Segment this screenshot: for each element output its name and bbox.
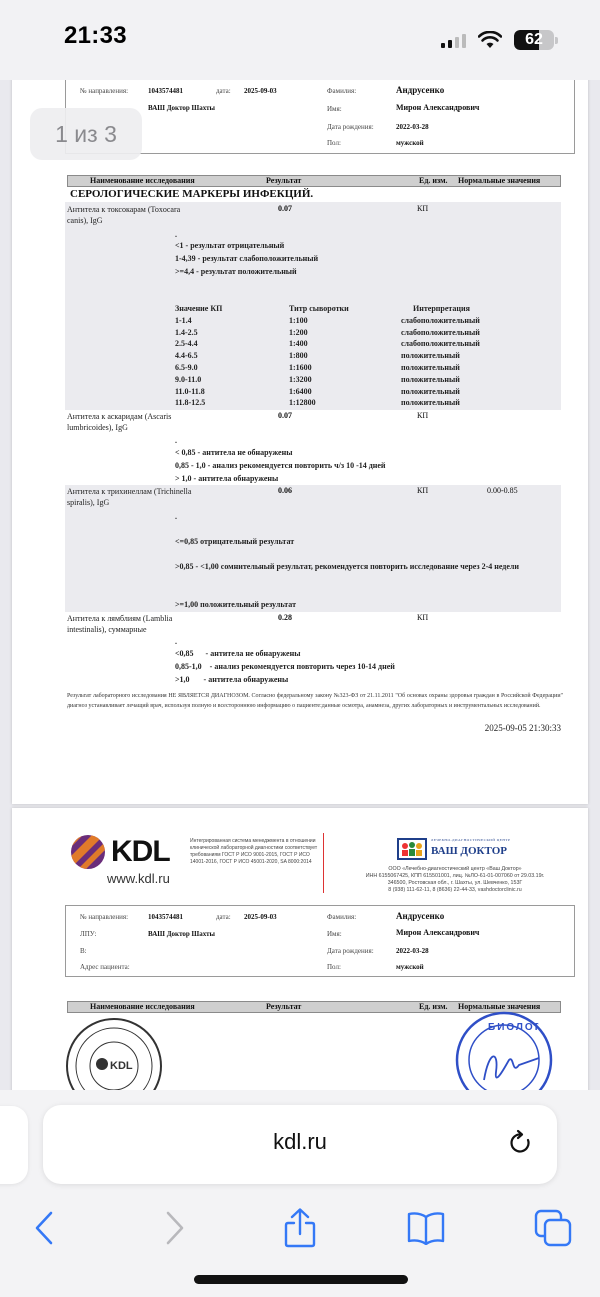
referral-label: № направления: [80,87,129,95]
kp-cell: положительный [401,374,460,384]
address-bar[interactable] [43,1105,557,1184]
sex-value: мужской [396,963,424,971]
report-timestamp: 2025-09-05 21:30:33 [484,723,561,733]
previous-tab-preview[interactable] [0,1106,28,1184]
surname-label: Фамилия: [327,87,357,95]
share-button[interactable] [280,1208,320,1248]
dob-label: Дата рождения: [327,123,374,131]
test-result: 0.07 [278,204,292,213]
kp-cell: 1:200 [289,327,308,337]
kp-cell: 1.4-2.5 [175,327,198,337]
referral-value: 1043574481 [148,87,183,95]
dob-label: Дата рождения: [327,947,374,955]
test-unit: КП [417,411,429,420]
kp-cell: 1:400 [289,339,308,349]
v-label: В: [80,947,87,955]
note-line: <=0,85 отрицательный результат [175,537,295,546]
kp-cell: 1:3200 [289,374,312,384]
battery-icon [514,30,554,50]
kp-cell: 1:800 [289,351,308,361]
kp-cell: положительный [401,363,460,372]
kdl-url: www.kdl.ru [107,871,170,886]
section-title: СЕРОЛОГИЧЕСКИЕ МАРКЕРЫ ИНФЕКЦИЙ. [70,188,314,200]
reload-icon[interactable] [507,1129,535,1157]
share-icon [284,1208,316,1248]
kp-cell: слабоположительный [401,339,480,349]
kp-cell: положительный [401,386,460,396]
lpu-value: ВАШ Доктор Шахты [148,930,215,938]
kp-header-cell: Интерпретация [413,304,470,313]
col-result-header: Результат [266,176,302,185]
cellular-signal-icon [441,32,466,48]
kp-cell: 6.5-9.0 [175,363,198,372]
dob-value: 2022-03-28 [396,123,429,131]
kp-cell: 1:1600 [289,363,312,372]
surname-label: Фамилия: [327,913,357,921]
test-unit: КП [417,204,429,213]
date-label: дата: [216,87,231,95]
stamp-left-text: KDL [110,1060,133,1072]
kp-cell: 1:100 [289,315,308,325]
note-line: 0,85 - 1,0 - анализ рекомендуется повторить ч/з 10 -14 дней [175,461,386,470]
kp-cell: 2.5-4.4 [175,339,198,349]
test-result: 0.07 [278,411,292,420]
date-value: 2025-09-03 [244,913,277,921]
status-bar [0,0,600,80]
tabs-button[interactable] [533,1208,573,1248]
kp-cell: положительный [401,351,460,361]
kp-cell: 1:6400 [289,386,312,396]
note-line: 0,85-1,0 - анализ рекомендуется повторить через 10-14 дней [175,662,395,671]
col-norm-header: Нормальные значения [458,176,541,185]
kp-cell: 9.0-11.0 [175,374,202,384]
results-table-header [67,1001,561,1013]
wifi-icon [478,31,502,49]
battery-percent: 62 [525,31,543,48]
kp-cell: 11.0-11.8 [175,386,205,396]
test-unit: КП [417,486,429,495]
page-counter: 1 из 3 [30,108,142,160]
dob-value: 2022-03-28 [396,947,429,955]
kdl-logo-text: KDL [111,835,170,868]
name-value: Мирон Александрович [396,103,480,112]
status-icons [441,30,558,50]
kp-cell: 1-1.4 [175,315,192,325]
kp-cell: 1:12800 [289,398,316,408]
sex-label: Пол: [327,963,341,971]
col-norm-header: Нормальные значения [458,1002,541,1011]
date-label: дата: [216,913,231,921]
kp-header-cell: Титр сыворотки [289,304,349,313]
surname-value: Андрусенко [396,911,445,921]
kdl-certification-text: Интегрированная система менеджмента в отношении клинической лабораторной диагностики соответствует требованиям ГОСТ Р ИСО 9001-2015, ГОСТ Р ИСО 14001-2016, ГОСТ Р ИСО 45001-2020, SA 8000:2014 [190,838,318,865]
pdf-viewer[interactable] [0,70,600,1110]
vash-doktor-logo-icon [397,838,427,860]
header-divider [323,833,324,893]
col-name-header: Наименование исследования [90,176,195,185]
col-unit-header: Ед. изм. [419,1002,448,1011]
forward-button[interactable] [155,1208,195,1248]
note-line: <0,85 - антитела не обнаружены [175,649,301,658]
note-line: >=1,00 положительный результат [175,600,296,609]
bookmarks-button[interactable] [406,1208,446,1248]
address-label: Адрес пациента: [80,963,130,971]
note-line: 1-4,39 - результат слабоположительный [175,254,319,263]
pdf-page-1 [12,70,588,804]
sex-value: мужской [396,139,424,147]
note-line: < 0,85 - антитела не обнаружены [175,448,293,457]
note-line: >1,0 - антитела обнаружены [175,675,289,684]
surname-value: Андрусенко [396,85,445,95]
partner-name: ВАШ ДОКТОР [431,845,507,857]
test-name: Антитела к лямблиям (Lamblia intestinalis), суммарные [67,614,173,634]
note-line: >=4,4 - результат положительный [175,267,297,276]
note-line: >0,85 - <1,00 сомнительный результат, рекомендуется повторить исследование через 2-4 недели [175,562,519,571]
name-label: Имя: [327,930,342,938]
col-unit-header: Ед. изм. [419,176,448,185]
pdf-page-2 [12,808,588,1110]
partner-info: ООО «Лечебно-диагностический центр «Ваш Доктор» ИНН 6155067425, КПП 615501001, лиц. №ЛО-61-01-007060 от 29.03.19г. 346500, Ростовская обл., г. Шахты, ул. Шевченко, 153Г 8 (938) 111-62-11, 8 (8636) 22-44-33, vashdoctorclinic.ru [365,866,545,893]
home-indicator[interactable] [194,1275,408,1284]
kp-cell: слабоположительный [401,327,480,337]
test-name: Антитела к аскаридам (Ascaris lumbricoides), IgG [67,412,172,432]
results-table-header [67,175,561,187]
name-value: Мирон Александрович [396,928,480,937]
lpu-label: ЛПУ: [80,930,97,938]
stamp-right-text: БИОЛОГ [488,1022,543,1033]
note-line: . [175,230,177,239]
name-label: Имя: [327,105,342,113]
note-line: . [175,637,177,646]
test-unit: КП [417,613,429,622]
chevron-left-icon [34,1211,54,1245]
chevron-right-icon [165,1211,185,1245]
note-line: > 1,0 - антитела обнаружены [175,474,279,483]
partner-subtitle: ЛЕЧЕБНО-ДИАГНОСТИЧЕСКИЙ ЦЕНТР [431,838,511,842]
clinic-value: ВАШ Доктор Шахты [148,104,215,112]
test-result: 0.06 [278,486,292,495]
tabs-icon [534,1209,572,1247]
battery-tip [555,37,558,44]
status-time: 21:33 [64,22,127,49]
kp-cell: 11.8-12.5 [175,398,206,408]
sex-label: Пол: [327,139,341,147]
kp-header-cell: Значение КП [175,304,223,313]
note-line: <1 - результат отрицательный [175,241,285,250]
kdl-logo [67,833,187,893]
kdl-logo-icon [69,833,107,871]
note-line: . [175,436,177,445]
browser-bottom-bar [0,1090,600,1297]
vash-doktor-logo [397,838,517,862]
test-name: Антитела к токсокарам (Toxocara canis), IgG [67,205,181,225]
referral-value: 1043574481 [148,913,183,921]
book-icon [406,1211,446,1245]
col-result-header: Результат [266,1002,302,1011]
referral-label: № направления: [80,913,129,921]
patient-info-box [65,905,575,977]
test-result: 0.28 [278,613,292,622]
url-text[interactable]: kdl.ru [273,1129,327,1154]
disclaimer-text: Результат лабораторного исследования НЕ ЯВЛЯЕТСЯ ДИАГНОЗОМ. Согласно федеральному закону №323-ФЗ от 21.11.2011 "Об основах охраны здоровья граждан в Российской Федерации" диагноз устанавливает лечащий врач, используя полную и всестороннюю информацию о пациенте:данные осмотра, анамнеза, других лабораторных и инструментальных исследований. [67,693,563,709]
test-norm: 0.00-0.85 [487,486,518,495]
back-button[interactable] [24,1208,64,1248]
test-name: Антитела к трихинеллам (Trichinella spiralis), IgG [67,487,192,507]
kp-cell: 4.4-6.5 [175,351,198,361]
note-line: . [175,512,177,521]
col-name-header: Наименование исследования [90,1002,195,1011]
kp-cell: положительный [401,398,460,408]
kp-cell: слабоположительный [401,315,480,325]
date-value: 2025-09-03 [244,87,277,95]
